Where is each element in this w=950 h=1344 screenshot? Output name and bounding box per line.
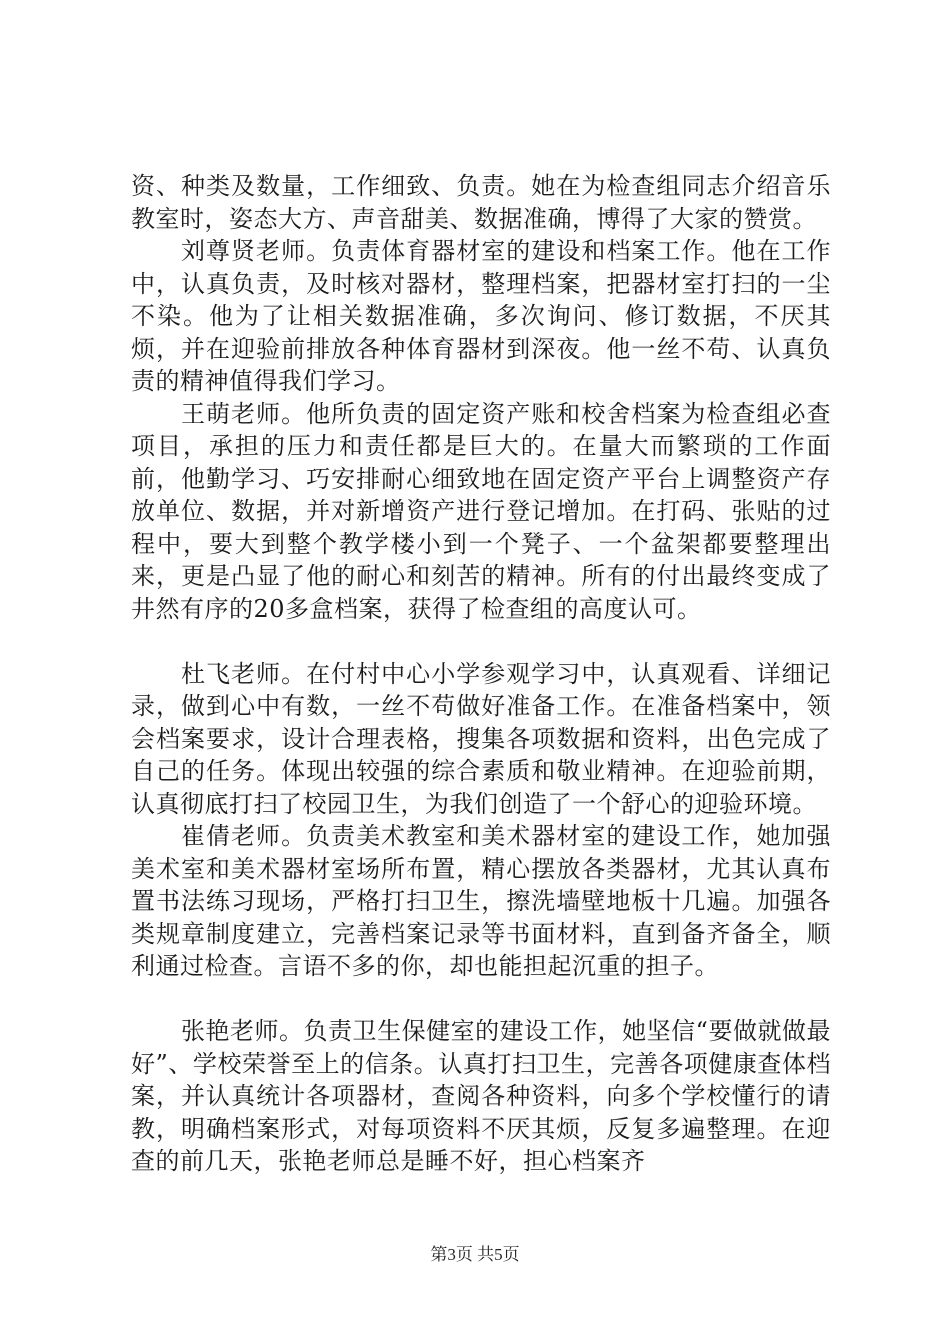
paragraph-wang-meng: 王萌老师。他所负责的固定资产账和校舍档案为检查组必查项目，承担的压力和责任都是巨大的。在量大而繁琐的工作面前，他勤学习、巧安排耐心细致地在固定资产平台上调整资产存放单位、数据，并对新增资产进行登记增加。在打码、张贴的过程中，要大到整个教学楼小到一个凳子、一个盆架都要整理出来，更是凸显了他的耐心和刻苦的精神。所有的付出最终变成了井然有序的20多盒档案，获得了检查组的高度认可。 [131, 399, 831, 623]
paragraph-cui-qian: 崔倩老师。负责美术教室和美术器材室的建设工作，她加强美术室和美术器材室场所布置，精心摆放各类器材，尤其认真布置书法练习现场，严格打扫卫生，擦洗墙壁地板十几遍。加强各类规章制度建立，完善档案记录等书面材料，直到备齐备全，顺利通过检查。言语不多的你，却也能担起沉重的担子。 [131, 822, 831, 980]
paragraph-continuation: 资、种类及数量，工作细致、负责。她在为检查组同志介绍音乐教室时，姿态大方、声音甜美、数据准确，博得了大家的赞赏。 [131, 172, 831, 233]
page-number-footer: 第3页 共5页 [430, 1245, 520, 1264]
document-body [131, 170, 831, 1178]
paragraph-du-fei: 杜飞老师。在付村中心小学参观学习中，认真观看、详细记录，做到心中有数，一丝不苟做好准备工作。在准备档案中，领会档案要求，设计合理表格，搜集各项数据和资料，出色完成了自己的任务。体现出较强的综合素质和敬业精神。在迎验前期，认真彻底打扫了校园卫生，为我们创造了一个舒心的迎验环境。 [131, 659, 831, 818]
paragraph-zhang-yan: 张艳老师。负责卫生保健室的建设工作，她坚信“要做就做最好”、学校荣誉至上的信条。认真打扫卫生，完善各项健康查体档案，并认真统计各项器材，查阅各种资料，向多个学校懂行的请教，明确档案形式，对每项资料不厌其烦，反复多遍整理。在迎查的前几天，张艳老师总是睡不好，担心档案齐 [131, 1017, 831, 1175]
paragraph-liu-zunxian: 刘尊贤老师。负责体育器材室的建设和档案工作。他在工作中，认真负责，及时核对器材，整理档案，把器材室打扫的一尘不染。他为了让相关数据准确，多次询问、修订数据，不厌其烦，并在迎验前排放各种体育器材到深夜。他一丝不苟、认真负责的精神值得我们学习。 [131, 237, 831, 395]
